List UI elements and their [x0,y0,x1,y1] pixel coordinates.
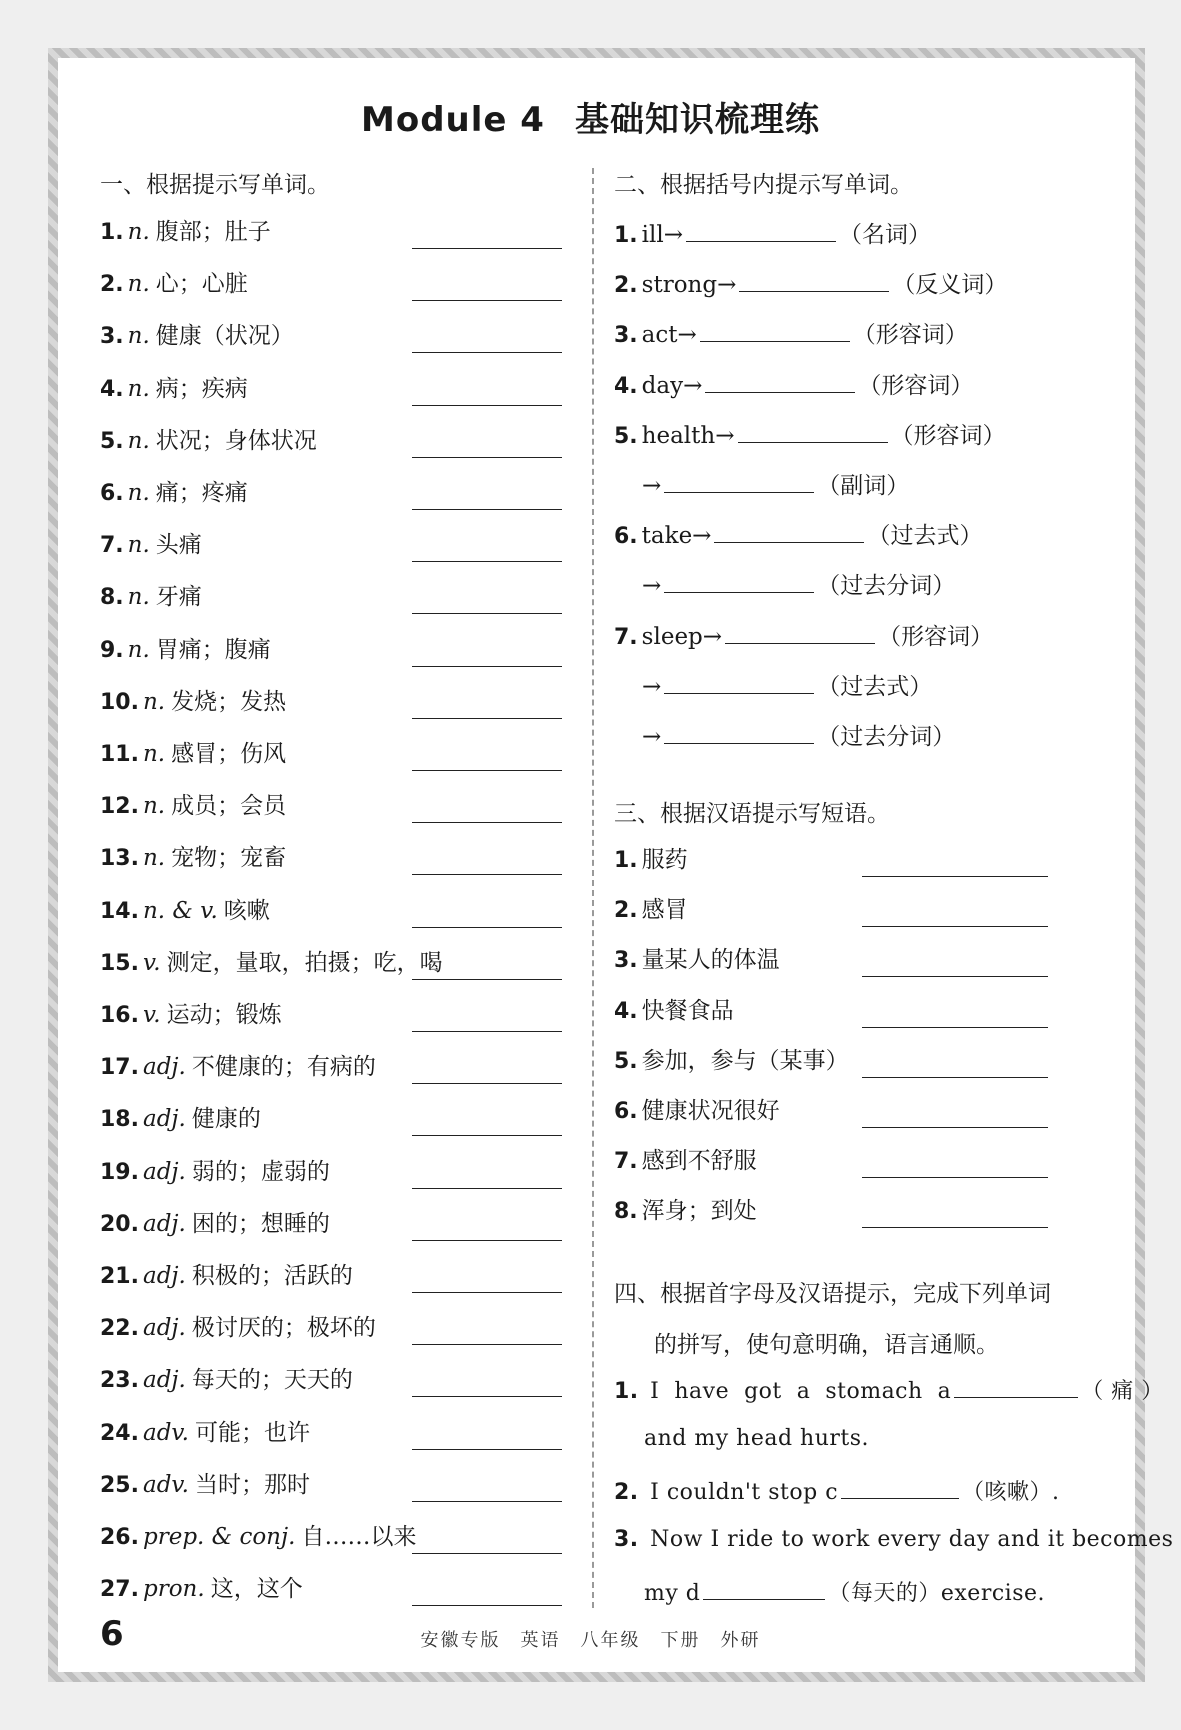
s3-item [614,996,734,1027]
s1-answer-line[interactable] [412,1449,562,1450]
s1-item-number: 27. [100,1577,139,1603]
s1-item-number: 11. [100,742,139,767]
s1-item-text: 不健康的；有病的 [191,1054,376,1081]
s4-q3-blank[interactable] [703,1575,825,1600]
s3-answer-line[interactable] [862,1227,1048,1228]
s1-item [100,843,286,874]
s1-answer-line[interactable] [412,1240,562,1241]
s4-q1-text: I have got a stomach a [650,1379,952,1404]
s1-item [100,1522,416,1553]
s1-item [100,791,286,822]
s1-item-text: 健康的 [191,1106,261,1133]
s1-answer-line[interactable] [412,718,562,719]
s1-item-number: 2. [100,272,124,298]
s1-item-number: 15. [100,950,139,976]
s1-item [100,687,286,718]
s1-answer-line[interactable] [412,1135,562,1136]
s2-item-hint: （过去式） [817,673,933,700]
s1-item [100,896,270,927]
s1-answer-line[interactable] [412,874,562,875]
s1-answer-line[interactable] [412,927,562,928]
s1-item-number: 8. [100,585,124,611]
s1-answer-line[interactable] [412,1292,562,1293]
s3-item-number: 4. [614,998,638,1024]
s1-item [100,1470,310,1501]
s1-answer-line[interactable] [412,1188,562,1189]
s1-item-pos: n. [127,636,150,663]
section-2-heading: 二、根据括号内提示写单词。 [614,172,913,198]
s1-item-pos: n. [142,793,166,820]
s3-item-number: 7. [614,1149,638,1175]
s1-item [100,948,443,979]
s1-item-number: 7. [100,533,124,559]
s1-item-number: 3. [100,324,124,350]
s2-item-word: ill→ [641,222,684,248]
s1-answer-line[interactable] [412,509,562,510]
s2-item-hint: （形容词） [858,372,974,399]
s2-item-hint: （形容词） [852,322,968,349]
s1-item-pos: v. [142,949,161,976]
s4-question-3-cont [644,1575,1045,1609]
s1-answer-line[interactable] [412,979,562,980]
s2-item-word: → [642,724,662,750]
s1-item-number: 4. [100,376,124,402]
s1-item-number: 25. [100,1472,139,1498]
page-number: 6 [100,1614,124,1654]
s1-item-number: 14. [100,898,139,924]
s3-item-number: 3. [614,948,638,974]
s1-answer-line[interactable] [412,1031,562,1032]
s1-item [100,739,286,770]
s4-q2-hint: （咳嗽）. [962,1480,1060,1505]
s1-item-text: 成员；会员 [171,793,287,820]
s4-q3-text: Now I ride to work every day and it becomes [650,1527,1174,1552]
s1-item-text: 测定，量取，拍摄；吃，喝 [166,949,443,976]
s2-item [614,317,968,351]
s1-item-pos: n. [127,219,150,245]
s1-item-text: 运动；锻炼 [166,1002,282,1028]
s1-answer-line[interactable] [412,822,562,823]
s3-item-text: 感到不舒服 [641,1148,757,1175]
s2-item [614,368,973,402]
s3-item-text: 健康状况很好 [641,1098,780,1124]
s1-item-number: 17. [100,1055,139,1081]
s1-item-pos: n. & v. [142,897,218,924]
s1-item-pos: prep. & conj. [142,1524,296,1550]
s2-item [614,418,1006,452]
s3-item [614,895,688,926]
s3-item [614,845,688,876]
s1-answer-line[interactable] [412,666,562,667]
s1-item [100,1261,353,1292]
s1-item-pos: adj. [142,1367,186,1394]
s2-item-number: 2. [614,273,638,299]
s1-item [100,530,202,561]
s1-item-text: 感冒；伤风 [171,741,287,767]
s1-item [100,321,294,352]
page-title [0,92,1181,141]
section-4-heading-line2: 的拼写，使句意明确，语言通顺。 [654,1332,999,1358]
s1-item [100,582,202,613]
s1-item-pos: adj. [142,1054,186,1081]
s1-item-number: 16. [100,1003,139,1028]
s2-item-hint: （副词） [817,473,910,499]
s1-item-text: 每天的；天天的 [191,1367,353,1394]
s3-item [614,1096,780,1127]
s1-item-pos: n. [142,845,166,872]
s2-answer-blank[interactable] [705,368,855,393]
s1-item-text: 痛；疼痛 [155,480,248,506]
s1-item-text: 健康（状况） [155,323,294,350]
s1-answer-line[interactable] [412,1344,562,1345]
s1-item-number: 10. [100,689,139,715]
s1-answer-line[interactable] [412,352,562,353]
s2-item-number: 3. [614,323,638,349]
s1-item-pos: pron. [142,1576,205,1603]
s2-answer-blank[interactable] [664,568,814,593]
s1-item-text: 牙痛 [155,584,202,611]
s1-item-number: 21. [100,1264,139,1289]
s1-item-text: 极讨厌的；极坏的 [191,1315,376,1342]
s2-item-word: act→ [641,322,697,349]
s2-item-word: → [642,473,662,499]
footer-item: 下册 [660,1630,701,1651]
s1-item-pos: adv. [142,1419,189,1446]
s2-answer-blank[interactable] [686,217,836,242]
s1-item [100,1574,303,1605]
s1-item-number: 5. [100,428,124,454]
s2-item-hint: （形容词） [878,623,994,650]
s1-item [100,374,248,405]
s1-item-text: 自……以来 [301,1524,417,1550]
s2-item-number: 6. [614,524,638,550]
s1-item-pos: adj. [142,1315,186,1342]
s1-item-pos: n. [142,741,166,767]
s2-item-number: 7. [614,624,638,650]
s1-item-text: 咳嗽 [223,897,270,924]
s1-item-pos: v. [142,1002,161,1028]
s1-item-pos: adj. [142,1210,186,1237]
s1-item [100,1104,261,1135]
s2-item-hint: （过去分词） [817,573,956,600]
s1-answer-line[interactable] [412,770,562,771]
s1-item-text: 胃痛；腹痛 [155,636,271,663]
s2-item-word: health→ [641,422,735,449]
s1-item [100,1209,330,1240]
s2-answer-blank[interactable] [738,418,888,443]
s3-item-text: 参加，参与（某事） [641,1047,849,1074]
s1-item-number: 13. [100,846,139,872]
s2-item [642,719,955,752]
s1-item [100,217,271,248]
s1-item-pos: n. [142,688,166,715]
s1-item-pos: n. [127,375,150,402]
s2-item [614,217,931,251]
s1-item-text: 困的；想睡的 [191,1210,330,1237]
s1-item-number: 1. [100,220,124,245]
s1-item-number: 24. [100,1420,139,1446]
module-label: Module 4 [361,100,545,140]
s1-item-text: 腹部；肚子 [155,219,271,245]
s3-answer-line[interactable] [862,1077,1048,1078]
s3-item-text: 感冒 [641,897,688,924]
s2-item-number: 1. [614,223,638,248]
s4-question-1-cont: and my head hurts. [644,1426,870,1451]
s1-item-pos: n. [127,532,150,559]
footer-item: 英语 [520,1630,561,1651]
s3-item-number: 8. [614,1199,638,1225]
s1-item-pos: n. [127,480,150,506]
s4-q1-blank[interactable] [954,1373,1078,1398]
footer [0,1626,1181,1652]
footer-item: 八年级 [580,1630,641,1651]
s1-answer-line[interactable] [412,405,562,406]
s1-item-pos: adv. [142,1471,189,1498]
s1-item [100,635,271,666]
s4-question-2 [614,1474,1060,1508]
section-1-heading: 一、根据提示写单词。 [100,172,330,198]
s2-item [642,669,932,702]
s1-answer-line[interactable] [412,457,562,458]
s1-item-text: 病；疾病 [155,375,248,402]
s2-item [614,619,993,653]
section-4-heading-line1: 四、根据首字母及汉语提示，完成下列单词 [614,1281,1051,1307]
s1-answer-line[interactable] [412,1501,562,1502]
s1-item-text: 心；心脏 [155,271,248,298]
s1-item-pos: adj. [142,1158,186,1185]
s2-item [642,468,909,501]
s3-item-number: 6. [614,1099,638,1124]
s2-answer-blank[interactable] [664,719,814,744]
s3-item [614,945,780,976]
s4-q1-number: 1. [614,1379,639,1404]
s3-answer-line[interactable] [862,1177,1048,1178]
s2-item-word: sleep→ [641,623,723,650]
s2-item-hint: （过去式） [867,523,983,550]
s1-item-pos: n. [127,323,150,350]
column-divider [592,168,594,1608]
s1-item-pos: adj. [142,1106,186,1133]
s2-answer-blank[interactable] [725,619,875,644]
s3-item-number: 5. [614,1048,638,1074]
s1-answer-line[interactable] [412,1396,562,1397]
s2-answer-blank[interactable] [664,669,814,694]
s2-answer-blank[interactable] [700,317,850,342]
s1-item-number: 12. [100,794,139,820]
s2-item-number: 5. [614,423,638,449]
s1-item-pos: adj. [142,1263,186,1289]
s1-item-text: 宠物；宠畜 [171,845,287,872]
s2-answer-blank[interactable] [714,518,864,543]
s1-item-text: 状况；身体状况 [155,427,317,454]
s2-item-word: → [642,673,662,700]
s1-item-number: 9. [100,637,124,663]
s1-answer-line[interactable] [412,1605,562,1606]
footer-item: 安徽专版 [420,1630,501,1651]
s1-item-text: 可能；也许 [195,1419,310,1446]
s2-item-hint: （形容词） [890,422,1006,449]
s1-answer-line[interactable] [412,613,562,614]
s2-item [614,518,982,552]
s2-item [642,568,955,601]
s3-item-text: 快餐食品 [641,997,734,1024]
s1-item-text: 弱的；虚弱的 [191,1158,330,1185]
s3-item [614,1046,849,1077]
s2-item-hint: （名词） [839,222,932,248]
s1-item-number: 26. [100,1525,139,1550]
s2-item-word: strong→ [641,272,737,299]
s2-answer-blank[interactable] [664,468,814,493]
s3-item [614,1196,757,1227]
s1-item-pos: n. [127,584,150,611]
s2-answer-blank[interactable] [739,267,889,292]
s4-q3-hint: （每天的）exercise. [828,1581,1045,1606]
s1-item-text: 发烧；发热 [171,688,287,715]
s1-item-pos: n. [127,271,150,298]
s3-item-text: 量某人的体温 [641,947,780,974]
s4-q1-hint: （ 痛 ） [1081,1379,1164,1404]
s1-item-number: 20. [100,1211,139,1237]
s1-answer-line[interactable] [412,248,562,249]
s1-answer-line[interactable] [412,561,562,562]
s3-answer-line[interactable] [862,976,1048,977]
s1-item [100,1418,310,1449]
s1-item [100,1052,376,1083]
s4-q2-text: I couldn't stop c [650,1480,839,1505]
s3-item-number: 2. [614,898,638,924]
s4-q3-number: 3. [614,1527,639,1552]
s2-item-hint: （反义词） [892,272,1008,299]
s3-item-number: 1. [614,848,638,873]
s4-question-3 [614,1525,1173,1555]
footer-item: 外研 [720,1630,761,1651]
s1-item-number: 19. [100,1159,139,1185]
s1-item-text: 当时；那时 [195,1471,310,1498]
s1-item [100,1157,330,1188]
s4-q2-blank[interactable] [841,1474,959,1499]
title-subtitle: 基础知识梳理练 [574,100,820,140]
s3-answer-line[interactable] [862,876,1048,877]
s2-item-number: 4. [614,373,638,399]
s3-answer-line[interactable] [862,926,1048,927]
s4-q2-number: 2. [614,1480,639,1505]
s3-item [614,1146,757,1177]
s1-item [100,478,248,509]
s4-q3-line2: my d [644,1581,701,1606]
s1-answer-line[interactable] [412,300,562,301]
s3-item-text: 服药 [641,847,688,873]
s1-item-text: 积极的；活跃的 [191,1263,353,1289]
s1-item-number: 23. [100,1368,139,1394]
s1-item-number: 6. [100,481,124,506]
s1-item [100,269,248,300]
s1-item-number: 18. [100,1107,139,1133]
s2-item-word: take→ [641,523,712,550]
s2-item-word: → [642,573,662,600]
section-3-heading: 三、根据汉语提示写短语。 [614,801,890,827]
s1-item-number: 22. [100,1316,139,1342]
s1-answer-line[interactable] [412,1553,562,1554]
s1-item-text: 这，这个 [210,1576,303,1603]
s1-item-pos: n. [127,427,150,454]
s1-item-text: 头痛 [155,532,202,559]
s2-item [614,267,1007,301]
s2-item-word: day→ [641,372,703,399]
s1-item [100,1000,282,1031]
s1-item [100,1365,353,1396]
s4-question-1 [614,1373,1164,1407]
s3-answer-line[interactable] [862,1027,1048,1028]
s1-answer-line[interactable] [412,1083,562,1084]
s1-item [100,426,317,457]
s1-item [100,1313,376,1344]
s2-item-hint: （过去分词） [817,724,956,750]
s3-item-text: 浑身；到处 [641,1198,757,1225]
s3-answer-line[interactable] [862,1127,1048,1128]
